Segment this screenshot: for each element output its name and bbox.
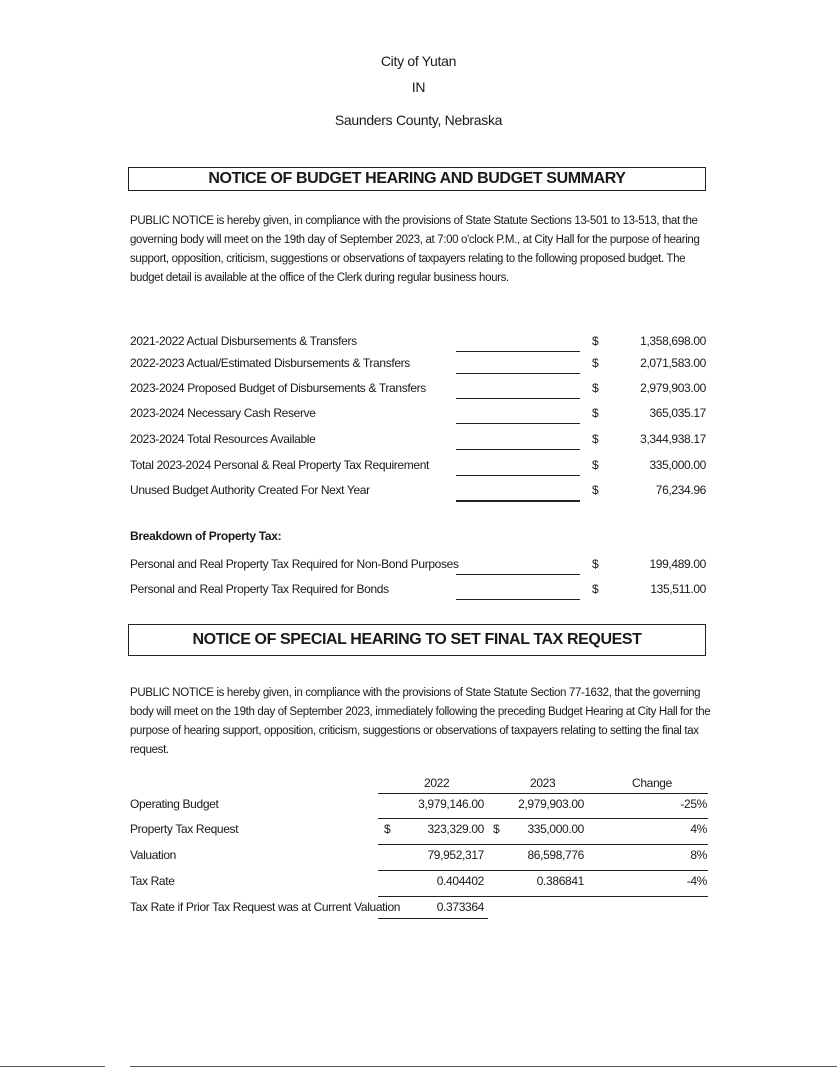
- tax-row-label: Valuation: [130, 848, 176, 862]
- budget-row-label: 2022-2023 Actual/Estimated Disbursements & Transfers: [130, 356, 410, 370]
- column-header: 2023: [530, 776, 556, 790]
- table-rule: [378, 918, 488, 919]
- breakdown-row-label: Personal and Real Property Tax Required for Non-Bond Purposes: [130, 557, 459, 571]
- budget-row-label: Total 2023-2024 Personal & Real Property Tax Requirement: [130, 458, 430, 472]
- budget-row-amount: 1,358,698.00: [640, 334, 706, 348]
- table-rule: [378, 844, 708, 845]
- tax-row-2022-currency: $: [384, 822, 391, 836]
- budget-row-currency: $: [592, 406, 599, 420]
- breakdown-heading: Breakdown of Property Tax:: [130, 529, 282, 543]
- tax-row-2022-value: 323,329.00: [427, 822, 484, 836]
- breakdown-row: [130, 582, 710, 600]
- budget-row-underline: [456, 373, 580, 374]
- breakdown-row-currency: $: [592, 582, 599, 596]
- tax-row-label: Tax Rate if Prior Tax Request was at Current Valuation: [130, 900, 401, 914]
- budget-row-currency: $: [592, 458, 599, 472]
- budget-row-label: 2021-2022 Actual Disbursements & Transfers: [130, 334, 357, 348]
- tax-row-2022-value: 79,952,317: [427, 848, 484, 862]
- tax-row-2023-value: 2,979,903.00: [518, 797, 584, 811]
- tax-row-label: Tax Rate: [130, 874, 175, 888]
- budget-row-underline: [456, 475, 580, 476]
- budget-row: [130, 356, 710, 374]
- budget-row-currency: $: [592, 356, 599, 370]
- header-in: IN: [411, 79, 426, 95]
- budget-row: [130, 334, 710, 352]
- column-header: Change: [632, 776, 672, 790]
- budget-row: [130, 483, 710, 501]
- budget-row-amount: 365,035.17: [649, 406, 706, 420]
- tax-row-change: -4%: [686, 874, 707, 888]
- city-name: City of Yutan: [380, 53, 457, 69]
- tax-row-label: Property Tax Request: [130, 822, 239, 836]
- budget-row-amount: 76,234.96: [655, 483, 706, 497]
- budget-row: [130, 458, 710, 476]
- budget-notice-title: NOTICE OF BUDGET HEARING AND BUDGET SUMMARY: [128, 167, 706, 191]
- tax-row-2023-value: 335,000.00: [527, 822, 584, 836]
- budget-row-amount: 335,000.00: [649, 458, 706, 472]
- special-notice-paragraph: PUBLIC NOTICE is hereby given, in compliance with the provisions of State Statute Section 77-1632, that the governing body will meet on the 19th day of September 2023, immediately following the preceding Budget Hearing at City Hall for the purpose of hearing support, opposition, criticism, suggestions or observations of taxpayers relating to setting the final tax request.: [130, 687, 711, 756]
- budget-row-label: Unused Budget Authority Created For Next Year: [130, 483, 370, 497]
- budget-row-underline: [456, 500, 580, 502]
- column-header: 2022: [424, 776, 450, 790]
- budget-row-underline: [456, 351, 580, 352]
- tax-row-2022-value: 0.373364: [436, 900, 484, 914]
- special-notice-title: NOTICE OF SPECIAL HEARING TO SET FINAL TAX REQUEST: [128, 624, 706, 656]
- budget-notice-paragraph: PUBLIC NOTICE is hereby given, in compliance with the provisions of State Statute Sections 13-501 to 13-513, that the governing body will meet on the 19th day of September 2023, at 7:00 o'clock P.M., at City Hall for the purpose of hearing support, opposition, criticism, suggestions or observations of taxpayers relating to the following proposed budget. The budget detail is available at the office of the Clerk during regular business hours.: [130, 215, 700, 284]
- budget-row-label: 2023-2024 Necessary Cash Reserve: [130, 406, 316, 420]
- breakdown-row-amount: 135,511.00: [650, 582, 706, 596]
- budget-row-underline: [456, 423, 580, 424]
- budget-row-currency: $: [592, 432, 599, 446]
- county-state: Saunders County, Nebraska: [334, 112, 503, 128]
- budget-row-underline: [456, 398, 580, 399]
- table-rule: [378, 818, 708, 819]
- budget-row-underline: [456, 449, 580, 450]
- breakdown-row-amount: 199,489.00: [649, 557, 706, 571]
- tax-row-2023-value: 86,598,776: [527, 848, 584, 862]
- table-rule: [378, 896, 708, 897]
- budget-row: [130, 432, 710, 450]
- budget-row-amount: 3,344,938.17: [640, 432, 706, 446]
- budget-row-amount: 2,071,583.00: [640, 356, 706, 370]
- tax-row-2023-currency: $: [493, 822, 500, 836]
- budget-row-currency: $: [592, 381, 599, 395]
- breakdown-row-underline: [456, 599, 580, 600]
- bottom-rule-left: [0, 1066, 105, 1067]
- breakdown-row: [130, 557, 710, 575]
- budget-row-amount: 2,979,903.00: [640, 381, 706, 395]
- tax-row-2023-value: 0.386841: [536, 874, 584, 888]
- budget-row-label: 2023-2024 Proposed Budget of Disbursements & Transfers: [130, 381, 426, 395]
- tax-row-change: 4%: [690, 822, 707, 836]
- table-rule: [378, 793, 708, 794]
- bottom-rule-right: [130, 1066, 837, 1067]
- tax-row-change: -25%: [680, 797, 707, 811]
- breakdown-row-underline: [456, 574, 580, 575]
- budget-row-currency: $: [592, 334, 599, 348]
- budget-row: [130, 381, 710, 399]
- breakdown-row-label: Personal and Real Property Tax Required for Bonds: [130, 582, 389, 596]
- table-rule: [378, 870, 708, 871]
- tax-row-2022-value: 0.404402: [436, 874, 484, 888]
- budget-row-currency: $: [592, 483, 599, 497]
- budget-row: [130, 406, 710, 424]
- breakdown-row-currency: $: [592, 557, 599, 571]
- budget-row-label: 2023-2024 Total Resources Available: [130, 432, 316, 446]
- tax-row-change: 8%: [690, 848, 707, 862]
- tax-row-label: Operating Budget: [130, 797, 219, 811]
- tax-row-2022-value: 3,979,146.00: [418, 797, 484, 811]
